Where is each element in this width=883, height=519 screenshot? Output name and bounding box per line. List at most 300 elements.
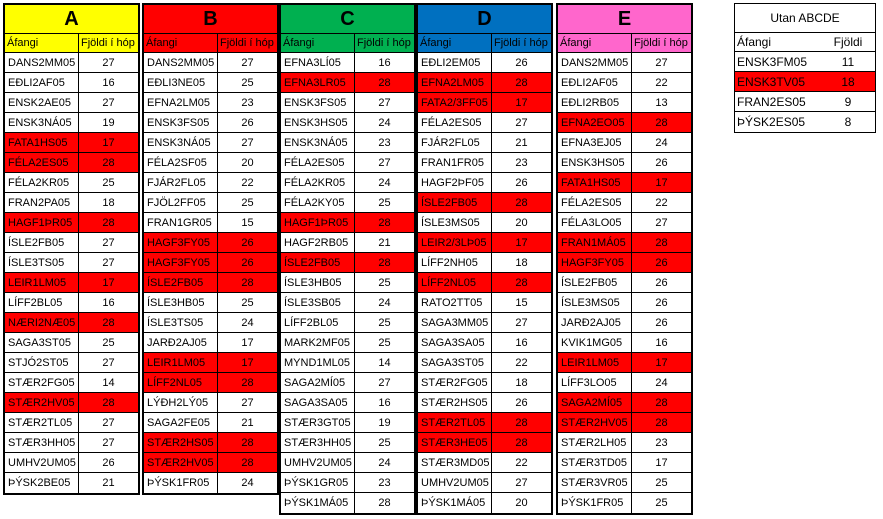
course-code: ÍSLE3TS05 [5,253,79,272]
table-row [5,473,138,493]
course-count: 18 [841,74,855,89]
course-code: EÐLI2AF05 [5,73,79,92]
group-count: 28 [378,76,391,89]
table-row [418,293,551,313]
table-row [5,173,138,193]
course-code: ÞÝSK2BE05 [5,473,79,493]
table-row [558,53,691,73]
table-row [281,193,414,213]
table-row [5,93,138,113]
course-code: STÆR2HS05 [418,393,492,412]
course-code: NÆRI2NÆ05 [5,313,79,332]
course-code: JARÐ2AJ05 [558,313,632,332]
course-code: ÍSLE2FB05 [558,273,632,292]
table-row [144,93,277,113]
col-course-header: Áfangi [5,34,79,52]
group-count: 23 [515,156,528,169]
group-count: 25 [378,336,391,349]
course-code: EFNA3LÍ05 [281,53,355,72]
group-count: 27 [515,476,528,489]
course-code: LEIR1LM05 [558,353,632,372]
group-count: 24 [655,136,668,149]
table-row [418,233,551,253]
table-row [144,53,277,73]
table-row [281,473,414,493]
group-count: 16 [102,296,115,309]
course-code: FÉLA2KY05 [281,193,355,212]
column-headers [418,34,551,53]
table-row [5,333,138,353]
table-row [558,353,691,373]
table-row [558,233,691,253]
course-code: FRAN1MÁ05 [558,233,632,252]
table-row [281,453,414,473]
group-count: 28 [378,497,391,509]
course-code: UMHV2UM05 [281,453,355,472]
table-row [418,413,551,433]
table-row [144,153,277,173]
table-row [418,373,551,393]
table-row [558,293,691,313]
table-row [735,72,875,92]
table-row [418,453,551,473]
group-count: 26 [655,296,668,309]
group-count: 28 [655,116,668,129]
table-row [144,453,277,473]
table-row [281,493,414,513]
course-code: SAGA2FE05 [144,413,218,432]
group-count: 15 [241,216,254,229]
table-row [144,133,277,153]
table-row [418,333,551,353]
group-count: 24 [378,176,391,189]
course-code: SAGA2MÍ05 [281,373,355,392]
group-count: 24 [378,116,391,129]
course-code: EÐLI2RB05 [558,93,632,112]
course-code: FJÁR2FL05 [144,173,218,192]
table-row [281,293,414,313]
table-row [418,193,551,213]
col-count-header: Fjöldi í hóp [494,37,548,49]
table-row [418,473,551,493]
table-row [281,333,414,353]
course-code: SAGA3ST05 [5,333,79,352]
col-course-header: Áfangi [281,34,355,52]
group-table-a [3,3,140,495]
group-header: C [281,5,414,34]
table-row [558,413,691,433]
outside-abcde-table [734,3,876,133]
table-row [281,253,414,273]
course-code: EÐLI2AF05 [558,73,632,92]
table-row [144,73,277,93]
group-count: 25 [655,476,668,489]
course-code: FJÁR2FL05 [418,133,492,152]
table-row [418,73,551,93]
group-count: 17 [655,356,668,369]
course-code: LÍFF2NH05 [418,253,492,272]
group-count: 27 [515,316,528,329]
table-row [558,193,691,213]
group-count: 22 [655,196,668,209]
table-row [5,153,138,173]
group-count: 14 [378,356,391,369]
table-row [558,433,691,453]
group-count: 17 [655,456,668,469]
course-code: ÍSLE2FB05 [5,233,79,252]
course-code: ÍSLE2FB05 [144,273,218,292]
table-row [558,93,691,113]
group-count: 17 [241,356,254,369]
group-count: 27 [102,436,115,449]
group-count: 28 [655,416,668,429]
group-header: B [144,5,277,34]
course-code: UMHV2UM05 [5,453,79,472]
col-course-header: Áfangi [737,35,772,49]
table-row [735,52,875,72]
course-code: FJÖL2FF05 [144,193,218,212]
course-code: ÍSLE3MS05 [558,293,632,312]
course-code: FATA2/3FF05 [418,93,492,112]
course-code: EFNA3EJ05 [558,133,632,152]
group-count: 27 [241,136,254,149]
table-row [558,333,691,353]
course-code: MARK2MF05 [281,333,355,352]
course-code: FRAN2PA05 [5,193,79,212]
course-code: FÉLA2KR05 [281,173,355,192]
course-code: EFNA2EO05 [558,113,632,132]
course-code: FATA1HS05 [558,173,632,192]
group-count: 16 [378,56,391,69]
course-code: RATO2TT05 [418,293,492,312]
table-row [5,433,138,453]
group-count: 28 [241,456,254,469]
group-count: 22 [655,76,668,89]
col-course-header: Áfangi [418,34,492,52]
group-count: 25 [241,76,254,89]
course-code: ÍSLE2FB05 [281,253,355,272]
course-code: STÆR3MD05 [418,453,492,472]
group-count: 25 [378,316,391,329]
course-code: FRAN1GR05 [144,213,218,232]
group-count: 26 [241,236,254,249]
table-row [5,193,138,213]
table-row [144,373,277,393]
group-count: 27 [102,416,115,429]
group-count: 17 [515,236,528,249]
course-code: LÍFF2BL05 [281,313,355,332]
table-row [281,213,414,233]
course-code: DANS2MM05 [144,53,218,72]
table-row [144,193,277,213]
group-count: 25 [241,296,254,309]
table-row [281,73,414,93]
group-header: E [558,5,691,34]
group-count: 23 [241,96,254,109]
table-row [144,233,277,253]
course-code: STÆR2TL05 [5,413,79,432]
outside-table-title: Utan ABCDE [735,4,875,33]
table-row [5,313,138,333]
course-code: STÆR2HS05 [144,433,218,452]
course-code: HAGF1ÞR05 [281,213,355,232]
table-row [735,92,875,112]
course-code: ÞÝSK1MÁ05 [418,493,492,513]
course-code: STÆR3HH05 [5,433,79,452]
table-row [144,433,277,453]
group-count: 25 [378,196,391,209]
group-count: 26 [102,456,115,469]
course-code: DANS2MM05 [5,53,79,72]
group-count: 23 [378,476,391,489]
course-code: STÆR3HE05 [418,433,492,452]
table-row [5,73,138,93]
group-count: 16 [655,336,668,349]
group-count: 19 [102,116,115,129]
course-code: HAGF2RB05 [281,233,355,252]
course-code: HAGF3FY05 [558,253,632,272]
group-count: 24 [241,316,254,329]
course-code: LÍFF2NL05 [418,273,492,292]
col-count-header: Fjöldi í hóp [634,37,688,49]
course-code: HAGF2ÞF05 [418,173,492,192]
table-row [281,113,414,133]
course-code: ÞÝSK1FR05 [558,493,632,513]
group-count: 27 [102,56,115,69]
table-row [418,273,551,293]
course-code: ENSK3HS05 [558,153,632,172]
course-code: SAGA2MÍ05 [558,393,632,412]
table-row [144,313,277,333]
group-count: 16 [515,336,528,349]
course-code: STÆR2LH05 [558,433,632,452]
course-code: ÍSLE2FB05 [418,193,492,212]
course-code: STÆR2TL05 [418,413,492,432]
group-count: 28 [102,216,115,229]
course-code: FRAN1FR05 [418,153,492,172]
course-code: KVIK1MG05 [558,333,632,352]
group-count: 16 [102,76,115,89]
group-count: 28 [241,436,254,449]
table-row [418,353,551,373]
table-row [558,73,691,93]
course-code: STÆR3TD05 [558,453,632,472]
group-count: 27 [378,376,391,389]
course-code: ENSK3HS05 [281,113,355,132]
group-count: 27 [102,236,115,249]
group-count: 19 [378,416,391,429]
course-code: FÉLA2ES05 [281,153,355,172]
course-code: LEIR1LM05 [144,353,218,372]
group-count: 24 [655,376,668,389]
group-table-e [556,3,693,515]
column-headers [144,34,277,53]
course-code: ENSK3NÁ05 [144,133,218,152]
table-row [558,133,691,153]
group-count: 27 [655,56,668,69]
group-header: A [5,5,138,34]
group-count: 23 [655,436,668,449]
course-code: ÞÝSK1GR05 [281,473,355,492]
table-row [5,393,138,413]
group-count: 18 [515,256,528,269]
group-count: 28 [102,316,115,329]
group-count: 17 [241,336,254,349]
group-count: 26 [241,256,254,269]
table-row [5,213,138,233]
course-code: ÍSLE3TS05 [144,313,218,332]
table-row [5,273,138,293]
course-code: ÍSLE3SB05 [281,293,355,312]
course-count: 8 [844,115,852,129]
group-count: 27 [102,96,115,109]
table-row [418,173,551,193]
table-row [418,393,551,413]
course-code: STÆR2HV05 [558,413,632,432]
column-headers [558,34,691,53]
course-code: STÆR2FG05 [5,373,79,392]
group-count: 15 [515,296,528,309]
table-row [5,253,138,273]
table-row [144,413,277,433]
group-count: 27 [515,116,528,129]
table-row [144,473,277,493]
course-code: SAGA3MM05 [418,313,492,332]
group-count: 24 [241,477,254,489]
col-count-header: Fjöldi í hóp [81,37,135,49]
course-code: STÆR2HV05 [144,453,218,472]
table-row [558,273,691,293]
table-row [144,333,277,353]
course-code: LÍFF2BL05 [5,293,79,312]
course-code: ÍSLE3HB05 [144,293,218,312]
course-code: FÉLA2ES05 [558,193,632,212]
table-row [5,113,138,133]
course-code: MYND1ML05 [281,353,355,372]
group-count: 27 [241,56,254,69]
table-row [418,93,551,113]
group-table-d [416,3,553,515]
table-row [281,153,414,173]
course-code: ÍSLE3MS05 [418,213,492,232]
group-count: 20 [241,156,254,169]
col-count-header: Fjöldi [833,35,863,49]
table-row [144,393,277,413]
table-row [144,293,277,313]
table-row [558,213,691,233]
table-row [281,413,414,433]
group-count: 22 [515,356,528,369]
group-count: 28 [655,396,668,409]
group-count: 21 [241,416,254,429]
course-code: FÉLA2KR05 [5,173,79,192]
course-code: FÉLA2SF05 [144,153,218,172]
course-code: EFNA3LR05 [281,73,355,92]
course-code: SAGA3ST05 [418,353,492,372]
table-row [281,53,414,73]
group-count: 27 [378,156,391,169]
table-row [281,313,414,333]
course-code: LÍFF3LO05 [558,373,632,392]
group-count: 28 [655,236,668,249]
course-code: FÉLA3LO05 [558,213,632,232]
group-count: 14 [102,376,115,389]
course-code: ENSK3FS05 [144,113,218,132]
col-course-header: Áfangi [558,34,632,52]
course-code: EÐLI3NE05 [144,73,218,92]
table-row [5,413,138,433]
group-count: 27 [102,356,115,369]
table-row [558,493,691,513]
course-code: EFNA2LM05 [418,73,492,92]
course-code: UMHV2UM05 [418,473,492,492]
course-code: FÉLA2ES05 [418,113,492,132]
group-count: 17 [515,96,528,109]
group-count: 27 [102,256,115,269]
table-row [418,313,551,333]
course-code: SAGA3SA05 [418,333,492,352]
group-count: 16 [378,396,391,409]
course-code: ÞÝSK2ES05 [737,115,806,129]
group-count: 26 [241,116,254,129]
course-code: LEIR1LM05 [5,273,79,292]
column-headers [5,34,138,53]
course-code: ÍSLE3HB05 [281,273,355,292]
course-code: STÆR3HH05 [281,433,355,452]
table-row [281,93,414,113]
col-count-header: Fjöldi í hóp [220,37,274,49]
group-count: 25 [102,336,115,349]
group-count: 18 [102,196,115,209]
group-count: 18 [515,376,528,389]
column-headers [281,34,414,53]
course-code: LÝÐH2LÝ05 [144,393,218,412]
group-header: D [418,5,551,34]
table-row [144,273,277,293]
table-row [144,113,277,133]
group-count: 28 [378,256,391,269]
course-code: ÞÝSK1FR05 [144,473,218,493]
course-code: STÆR2FG05 [418,373,492,392]
group-count: 26 [655,156,668,169]
group-count: 25 [378,276,391,289]
group-count: 22 [515,456,528,469]
group-count: 24 [378,456,391,469]
group-count: 25 [655,497,668,509]
group-count: 26 [655,276,668,289]
group-count: 26 [515,56,528,69]
course-code: FATA1HS05 [5,133,79,152]
table-row [281,433,414,453]
table-row [418,493,551,513]
course-code: HAGF3FY05 [144,233,218,252]
group-count: 25 [241,196,254,209]
group-count: 26 [655,256,668,269]
course-code: STÆR3VR05 [558,473,632,492]
group-count: 28 [515,76,528,89]
table-row [418,253,551,273]
group-count: 28 [515,196,528,209]
group-count: 17 [655,176,668,189]
group-count: 27 [241,396,254,409]
course-code: FÉLA2ES05 [5,153,79,172]
table-row [5,453,138,473]
table-row [281,393,414,413]
course-code: ENSK3TV05 [737,74,806,89]
group-count: 26 [655,316,668,329]
group-count: 21 [515,136,528,149]
course-code: LEIR2/3LÞ05 [418,233,492,252]
